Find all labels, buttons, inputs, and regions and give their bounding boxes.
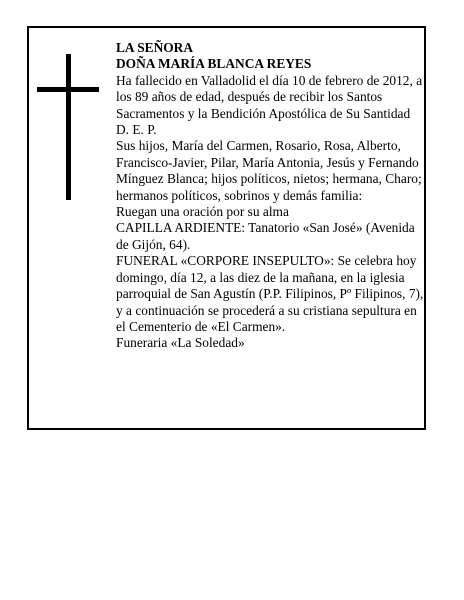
deceased-name: DOÑA MARÍA BLANCA REYES [116,56,312,72]
funeral-details: : Se celebra hoy domingo, día 12, a las diez de la mañana, en la iglesia parroquial de San Agustín (P.P. Filipinos, Pº Filipinos, 7), y a continuación se procederá a su cristiana sepultura en el Cementerio de «El Carmen». [116,253,424,334]
family-list: Sus hijos, María del Carmen, Rosario, Rosa, Alberto, Francisco-Javier, Pilar, María Antonia, Jesús y Fernando Mínguez Blanca; hijos políticos, nietos; hermana, Charo; hermanos políticos, sobrinos y demás familia: [116,138,422,203]
notice-title: LA SEÑORA [116,40,194,55]
funeral-home: Funeraria «La Soledad» [116,335,245,351]
cross-horizontal-bar [37,87,99,92]
obituary-notice [27,26,426,430]
notice-text [116,40,426,352]
cross-vertical-bar [66,54,71,200]
chapel-info: CAPILLA ARDIENTE: Tanatorio «San José» (Avenida de Gijón, 64). [116,220,415,252]
funeral-info [116,253,426,335]
cross-icon [37,54,99,200]
death-announcement: Ha fallecido en Valladolid el día 10 de febrero de 2012, a los 89 años de edad, después de recibir los Santos Sacramentos y la Bendición Apostólica de Su Santidad D. E. P. [116,72,423,138]
prayer-request: Ruegan una oración por su alma [116,204,289,220]
funeral-label: FUNERAL «CORPORE INSEPULTO» [116,253,331,269]
